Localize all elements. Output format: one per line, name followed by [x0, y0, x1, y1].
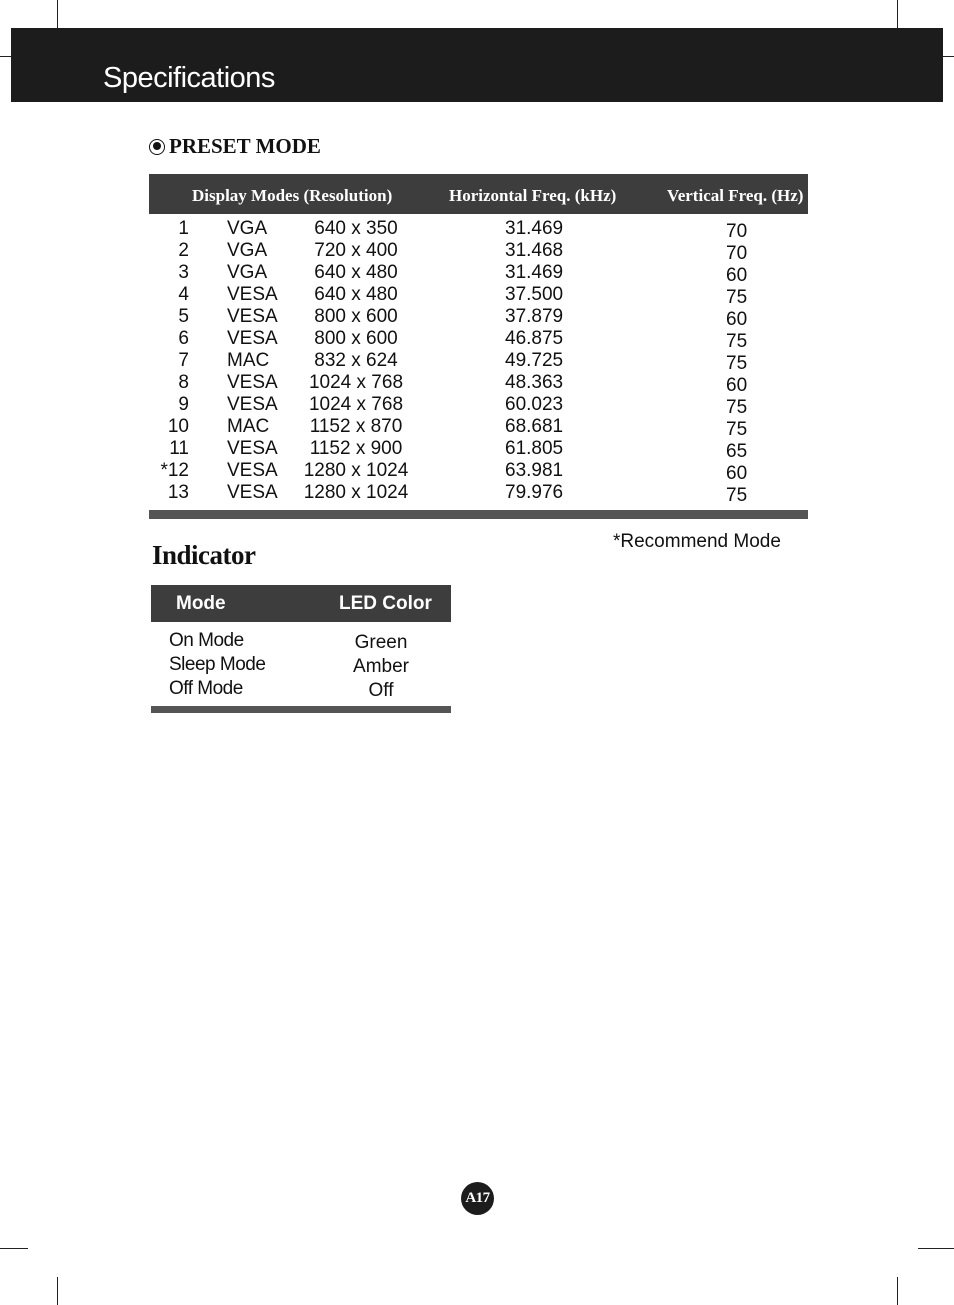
row-horizontal-freq: 37.500 [505, 284, 564, 305]
table-row [149, 416, 808, 438]
row-vertical-freq: 70 [726, 221, 748, 242]
indicator-heading: Indicator [152, 540, 256, 570]
row-resolution: 640 x 480 [314, 262, 398, 283]
row-standard: VESA [227, 372, 278, 393]
row-horizontal-freq: 37.879 [505, 306, 564, 327]
table-row [149, 218, 808, 240]
indicator-led-color: Amber [353, 656, 409, 677]
row-vertical-freq: 75 [726, 419, 748, 440]
row-vertical-freq: 60 [726, 375, 748, 396]
crop-mark [918, 1248, 954, 1249]
row-vertical-freq: 75 [726, 485, 748, 506]
indicator-table-body [151, 629, 451, 701]
row-resolution: 1024 x 768 [308, 394, 404, 415]
row-resolution: 1152 x 900 [309, 438, 403, 459]
recommend-mode-note: *Recommend Mode [613, 531, 781, 552]
table-row [149, 240, 808, 262]
table-row [149, 394, 808, 416]
indicator-led-color: Off [368, 680, 394, 701]
indicator-table-bottom-rule [151, 706, 451, 713]
row-vertical-freq: 75 [726, 287, 748, 308]
row-vertical-freq: 75 [726, 397, 748, 418]
crop-mark [943, 56, 954, 57]
table-row [149, 482, 808, 504]
row-standard: VESA [227, 284, 278, 305]
row-horizontal-freq: 63.981 [505, 460, 564, 481]
row-resolution: 640 x 480 [314, 284, 398, 305]
row-number: 1 [178, 218, 189, 239]
column-header-mode: Mode [176, 593, 226, 614]
crop-mark [897, 1277, 898, 1305]
indicator-table-header [151, 585, 451, 622]
row-number: 8 [178, 372, 189, 393]
column-header-led-color: LED Color [339, 593, 432, 614]
column-header-vertical-freq: Vertical Freq. (Hz) [667, 186, 804, 205]
indicator-mode: Off Mode [169, 678, 243, 699]
row-horizontal-freq: 48.363 [505, 372, 564, 393]
row-vertical-freq: 75 [726, 353, 748, 374]
table-row [149, 306, 808, 328]
row-horizontal-freq: 79.976 [505, 482, 564, 503]
row-number: 7 [178, 350, 189, 371]
row-horizontal-freq: 60.023 [505, 394, 564, 415]
indicator-mode: Sleep Mode [169, 654, 266, 675]
row-number: 4 [178, 284, 189, 305]
row-resolution: 800 x 600 [314, 306, 398, 327]
row-vertical-freq: 65 [726, 441, 748, 462]
row-resolution: 1024 x 768 [308, 372, 404, 393]
row-number: 9 [178, 394, 189, 415]
column-header-display-modes: Display Modes (Resolution) [192, 186, 393, 205]
table-row [149, 350, 808, 372]
crop-mark [0, 1248, 28, 1249]
table-row [149, 438, 808, 460]
row-standard: VESA [227, 482, 278, 503]
preset-table-body [149, 218, 808, 504]
page-number-badge: A17 [461, 1182, 494, 1215]
row-horizontal-freq: 68.681 [505, 416, 564, 437]
row-resolution: 1152 x 870 [309, 416, 403, 437]
table-row [151, 629, 451, 653]
table-row [149, 460, 808, 482]
row-vertical-freq: 60 [726, 265, 748, 286]
row-standard: VESA [227, 438, 278, 459]
row-resolution: 800 x 600 [314, 328, 398, 349]
row-resolution: 720 x 400 [314, 240, 398, 261]
row-number: 13 [167, 482, 189, 503]
row-horizontal-freq: 61.805 [505, 438, 564, 459]
crop-mark [897, 0, 898, 28]
row-number: *12 [160, 460, 189, 481]
indicator-led-color: Green [354, 632, 408, 653]
row-resolution: 1280 x 1024 [303, 460, 409, 481]
filled-circle-bullet-icon [149, 139, 165, 155]
crop-mark [57, 1277, 58, 1305]
row-standard: MAC [227, 416, 270, 437]
page-title: Specifications [103, 62, 275, 94]
row-number: 5 [178, 306, 189, 327]
table-row [149, 262, 808, 284]
row-number: 3 [178, 262, 189, 283]
row-vertical-freq: 75 [726, 331, 748, 352]
row-standard: VESA [227, 460, 278, 481]
indicator-mode: On Mode [169, 630, 244, 651]
row-horizontal-freq: 46.875 [505, 328, 564, 349]
row-standard: VGA [227, 262, 268, 283]
row-number: 11 [169, 438, 189, 459]
row-resolution: 640 x 350 [314, 218, 398, 239]
table-row [149, 328, 808, 350]
table-row [149, 372, 808, 394]
row-number: 10 [167, 416, 189, 437]
section-header-bar [11, 28, 943, 102]
row-horizontal-freq: 31.469 [505, 262, 564, 283]
preset-table-bottom-rule [149, 510, 808, 519]
preset-mode-heading-text: PRESET MODE [169, 134, 321, 158]
row-vertical-freq: 70 [726, 243, 748, 264]
row-standard: VESA [227, 328, 278, 349]
row-number: 6 [178, 328, 189, 349]
column-header-horizontal-freq: Horizontal Freq. (kHz) [449, 186, 617, 205]
row-standard: MAC [227, 350, 270, 371]
row-standard: VESA [227, 306, 278, 327]
table-row [149, 284, 808, 306]
row-horizontal-freq: 31.468 [505, 240, 564, 261]
row-number: 2 [178, 240, 189, 261]
table-row [151, 677, 451, 701]
row-horizontal-freq: 49.725 [505, 350, 564, 371]
row-horizontal-freq: 31.469 [505, 218, 564, 239]
row-vertical-freq: 60 [726, 309, 748, 330]
row-standard: VESA [227, 394, 278, 415]
preset-mode-heading [149, 134, 321, 159]
preset-table-header [149, 174, 808, 214]
row-vertical-freq: 60 [726, 463, 748, 484]
row-standard: VGA [227, 240, 268, 261]
table-row [151, 653, 451, 677]
row-resolution: 1280 x 1024 [303, 482, 409, 503]
row-resolution: 832 x 624 [314, 350, 398, 371]
row-standard: VGA [227, 218, 268, 239]
crop-mark [0, 56, 11, 57]
crop-mark [57, 0, 58, 28]
